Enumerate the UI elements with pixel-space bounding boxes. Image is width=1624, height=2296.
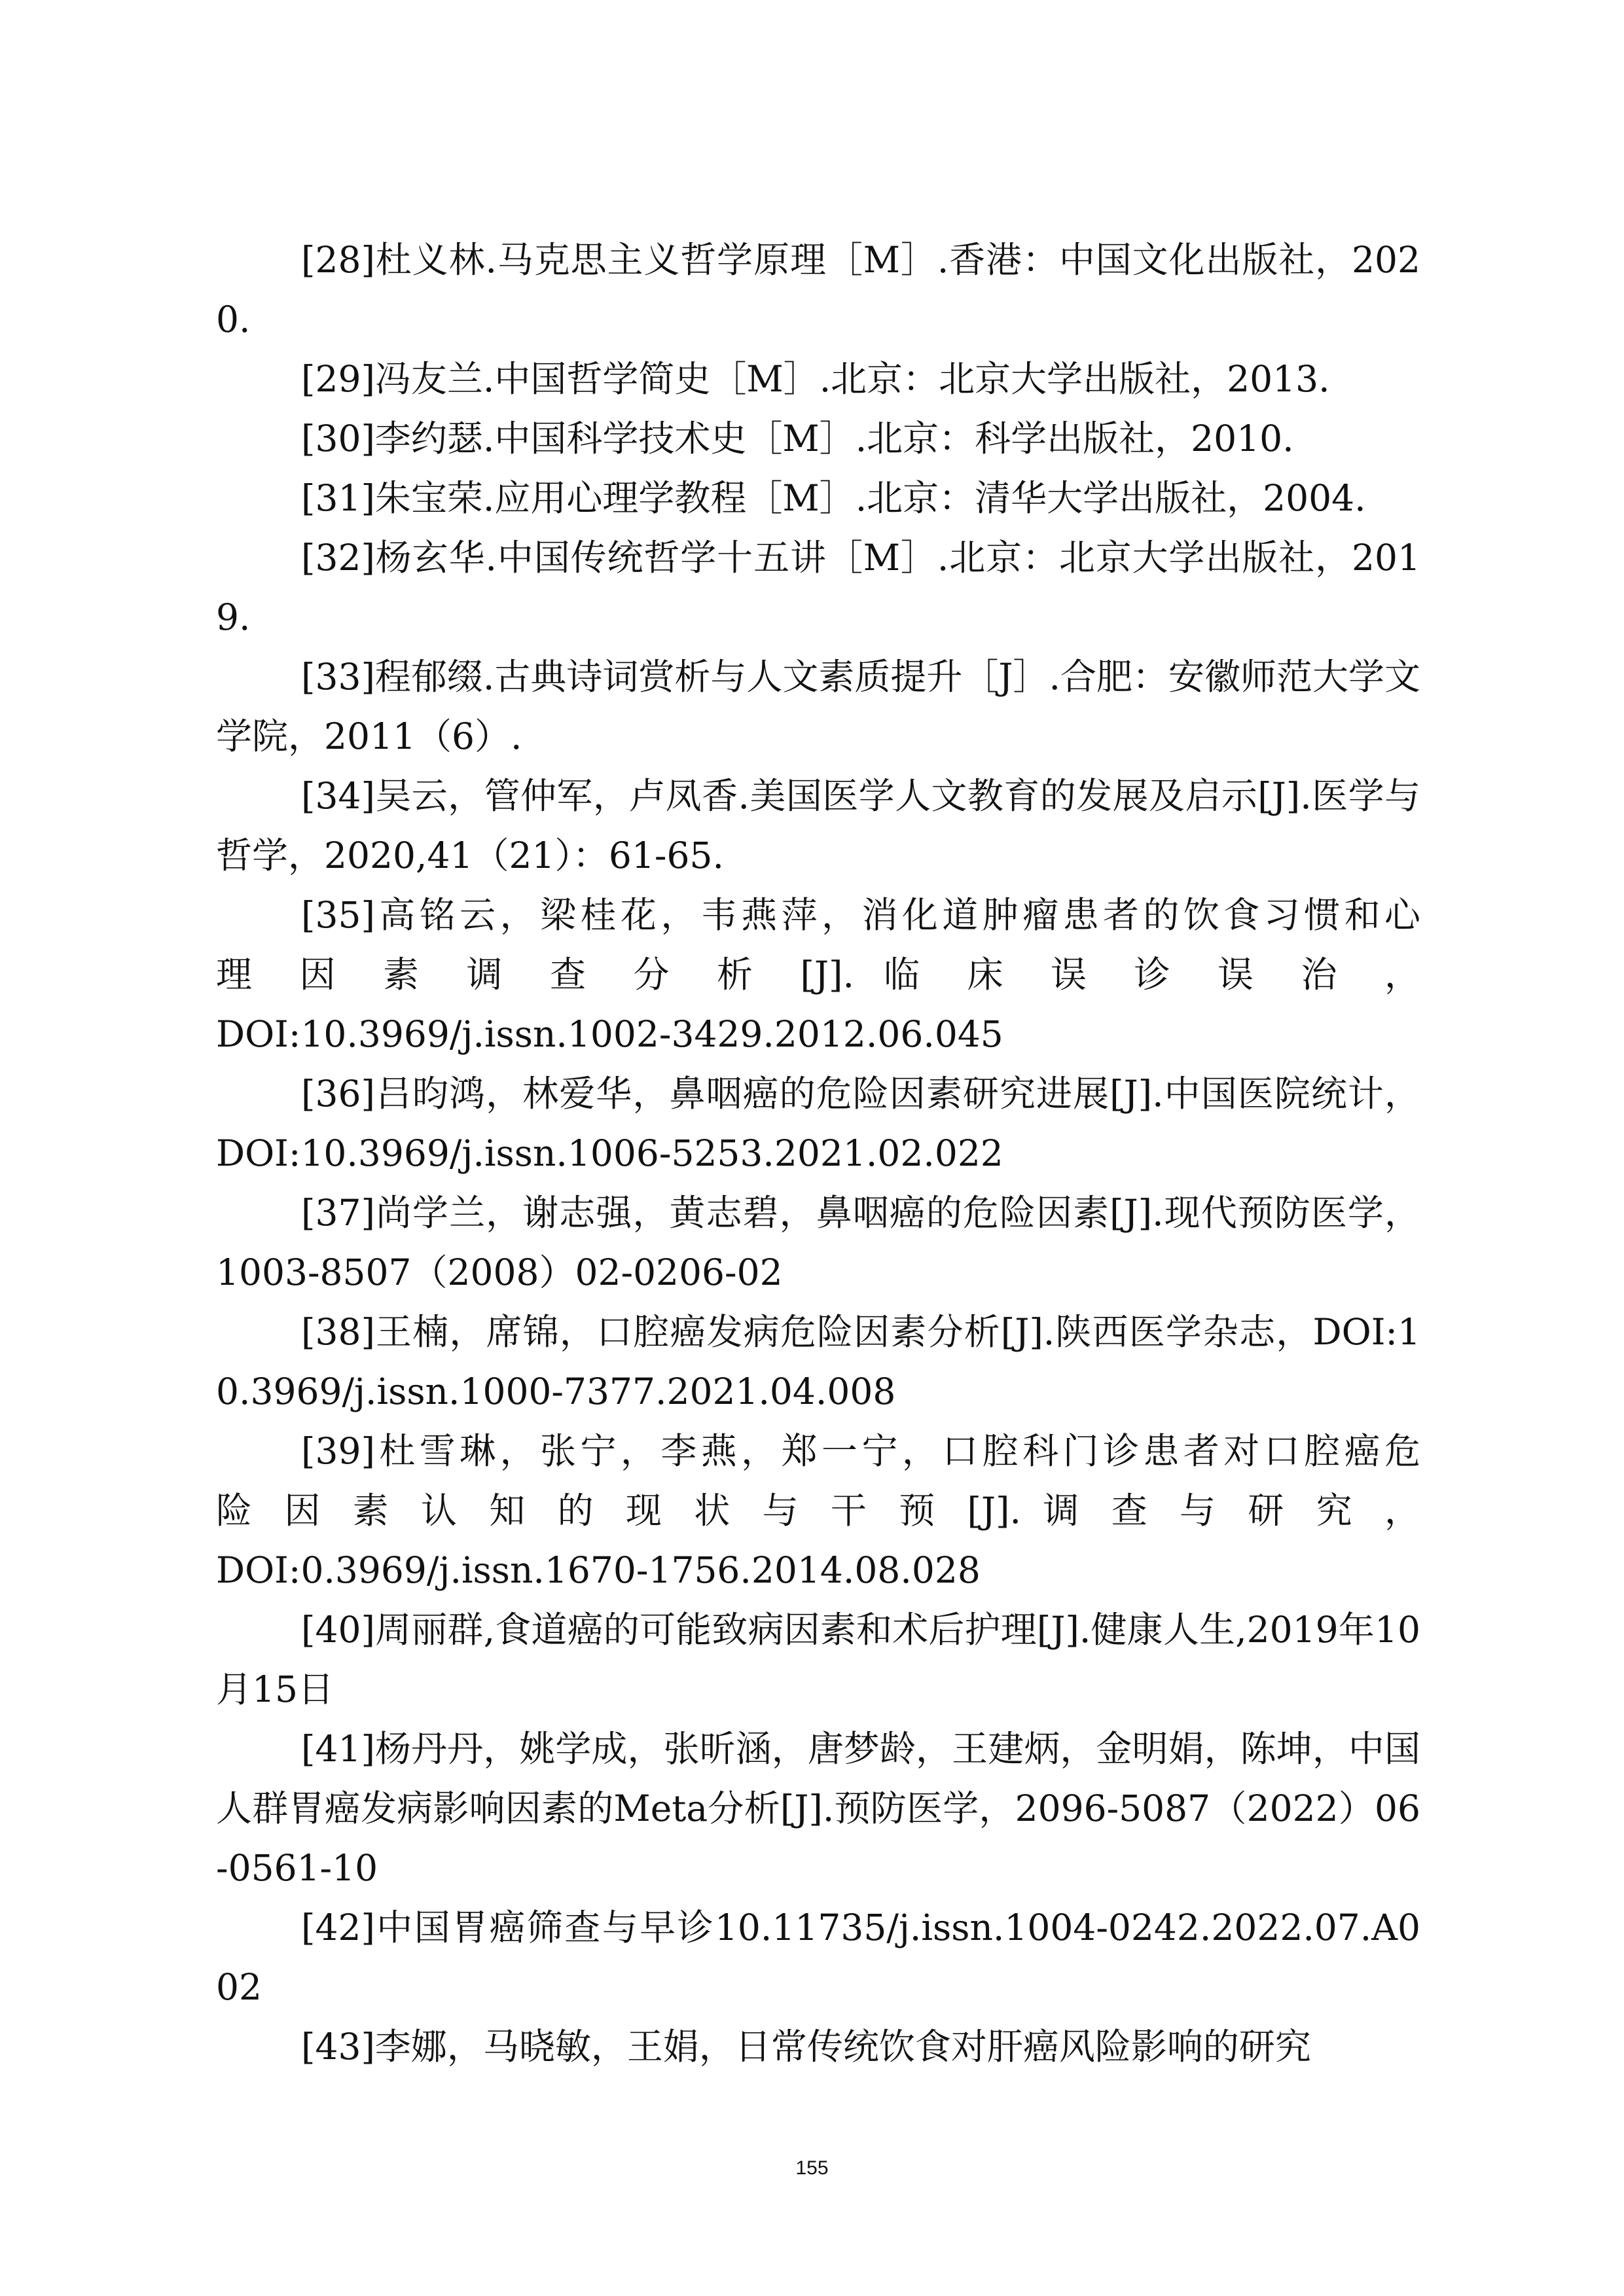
reference-entry-35 [216,886,1420,1064]
reference-entry-35-line-3: DOI:10.3969/j.issn.1002-3429.2012.06.045 [216,1013,1003,1055]
reference-entry-37: [37]尚学兰，谢志强，黄志碧，鼻咽癌的危险因素[J].现代预防医学，1003-8507（2008）02-0206-02 [216,1192,1420,1293]
reference-entry-41: [41]杨丹丹，姚学成，张昕涵，唐梦龄，王建炳，金明娟，陈坤，中国人群胃癌发病影响因素的Meta分析[J].预防医学，2096-5087（2022）06-0561-10 [216,1728,1420,1889]
reference-entry-29: [29]冯友兰.中国哲学简史［M］.北京：北京大学出版社，2013. [301,358,1330,400]
reference-entry-39-line-2: 险 因 素 认 知 的 现 状 与 干 预 [J]. 调 查 与 研 究 ， [216,1490,1420,1532]
reference-entry-36: [36]吕昀鸿，林爱华，鼻咽癌的危险因素研究进展[J].中国医院统计，DOI:10.3969/j.issn.1006-5253.2021.02.022 [216,1073,1420,1174]
reference-entry-42: [42]中国胃癌筛查与早诊10.11735/j.issn.1004-0242.2022.07.A002 [216,1907,1420,2008]
reference-entry-35-line-1: [35]高铭云，梁桂花，韦燕萍，消化道肿瘤患者的饮食习惯和心 [301,894,1420,936]
reference-entry-43: [43]李娜，马晓敏，王娟，日常传统饮食对肝癌风险影响的研究 [301,2026,1311,2068]
reference-entry-30: [30]李约瑟.中国科学技术史［M］.北京：科学出版社，2010. [301,418,1294,459]
reference-entry-35-line-2: 理 因 素 调 查 分 析 [J]. 临 床 误 诊 误 治 ， [216,954,1420,996]
reference-entry-31: [31]朱宝荣.应用心理学教程［M］.北京：清华大学出版社，2004. [301,477,1366,519]
reference-entry-39-line-3: DOI:0.3969/j.issn.1670-1756.2014.08.028 [216,1549,981,1591]
reference-entry-34: [34]吴云，管仲军，卢凤香.美国医学人文教育的发展及启示[J].医学与哲学，2020,41（21）：61-65. [216,775,1420,876]
reference-list [216,230,1420,2077]
reference-entry-28: [28]杜义林.马克思主义哲学原理［M］.香港：中国文化出版社，2020. [216,239,1420,340]
reference-entry-32: [32]杨玄华.中国传统哲学十五讲［M］.北京：北京大学出版社，2019. [216,537,1420,638]
reference-entry-38: [38]王楠，席锦，口腔癌发病危险因素分析[J].陕西医学杂志，DOI:10.3969/j.issn.1000-7377.2021.04.008 [216,1311,1420,1412]
reference-entry-39 [216,1422,1420,1600]
reference-entry-40: [40]周丽群,食道癌的可能致病因素和术后护理[J].健康人生,2019年10月15日 [216,1609,1420,1710]
reference-entry-39-line-1: [39]杜雪琳，张宁，李燕，郑一宁，口腔科门诊患者对口腔癌危 [301,1430,1420,1472]
page-number: 155 [795,2157,829,2179]
reference-entry-33: [33]程郁缀.古典诗词赏析与人文素质提升［J］.合肥：安徽师范大学文学院，2011（6）. [216,656,1420,757]
